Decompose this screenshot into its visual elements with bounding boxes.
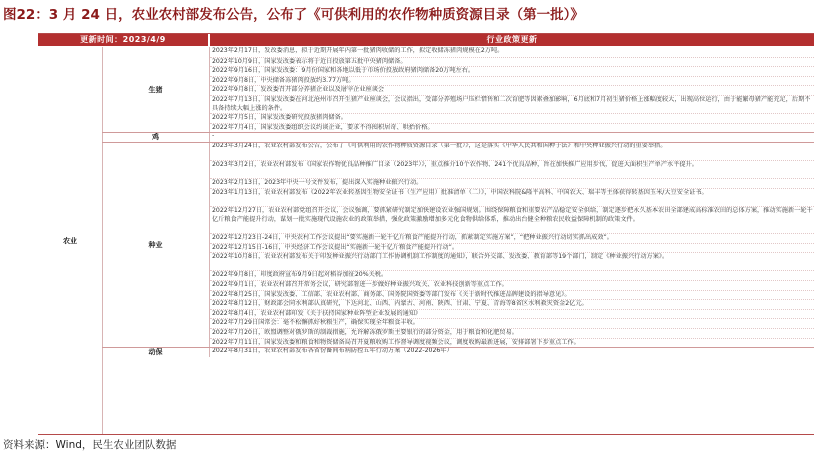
category-label: 农业 (63, 236, 77, 245)
policy-row: 2023年3月2日，农业农村部发布《国家农作物优良品种推广目录（2023年）》，重点推介10个农作物、241个优良品种，旨在加快推广应用步伐，促进大面积生产单产水平提升。 (210, 160, 814, 178)
policy-group (210, 132, 814, 142)
policy-group (210, 347, 814, 357)
policy-row: 2022年12月15日-16日，中央经济工作会议提出“实施新一轮千亿斤粮食产能提升行动”。 (210, 243, 814, 253)
policy-group (210, 142, 814, 347)
group-divider (102, 142, 814, 143)
group-divider (102, 132, 814, 133)
policy-row: 2023年2月17日，发改委消息，拟于近期开展年内第一批猪肉收储的工作，拟定收储冻猪肉规模在2万吨。 (212, 47, 504, 54)
subcategory-label: 鸡 (152, 133, 159, 142)
figure-title: 图22：3 月 24 日，农业农村部发布公告，公布了《可供利用的农作物种质资源目录（第一批）》 (3, 7, 584, 23)
policy-row: 2022年7月29日国常会：毫不松懈抓好秋粮生产，确保实现全年粮食丰收。 (210, 318, 814, 328)
policy-row: - (212, 132, 215, 140)
policy-row: 2022年10月9日，国家发改委表示将于近日投放第五批中央猪肉储备。 (210, 57, 814, 67)
subcategory-cell (102, 132, 210, 142)
header-policy-update: 行业政策更新 (486, 35, 538, 44)
subcategory-cell (102, 47, 210, 132)
subcategory-cell (102, 142, 210, 347)
policy-row: 2022年9月8日，中央储备冻猪肉投放约3.77万吨。 (210, 76, 814, 86)
policy-row: 2022年9月8日，印度政府宣布9月9日起对稻谷加征20%关税。 (210, 270, 814, 280)
group-divider (102, 347, 814, 348)
policy-row: 2023年1月13日，农业农村部发布《2022年农业转基因生物安全证书（生产应用）批准清单（二）》，中国农科院&隆平高科、中国农大、瑞丰等主体获得转基因玉米/大豆安全证书。 (210, 188, 814, 206)
subcategory-label: 生猪 (148, 85, 163, 94)
header-update-time: 更新时间：2023/4/9 (80, 35, 166, 44)
policy-row: 2022年10月8日，农业农村部发布关于印发种业振兴行动部门工作协调机制工作制度的通知》，联合外交部、发改委、教育部等19个部门，制定《种业振兴行动方案》。 (210, 252, 814, 270)
policy-row: 2022年7月13日，国家发改委在河北沧州市召开生猪产业座谈会，会议指出，受部分养殖场户压栏惜售和二次育肥等因素叠加影响，6月底和7月初生猪价格上涨幅度较大，出现高位运行，由于能繁母猪产能充足，后期不具备持续大幅上涨的条件。 (210, 95, 814, 113)
policy-table (38, 33, 814, 435)
source-note: 资料来源：Wind，民生农业团队数据 (3, 439, 177, 451)
subcategory-label: 动保 (148, 348, 163, 356)
policy-row: 2022年12月27日，农业农村部党组召开会议，会议强调，要抓紧研究制定加快建设农业强国规划。围绕保障粮食和重要农产品稳定安全供给，制定逐步把永久基本农田全部建成高标准农田的总体方案，推动实施新一轮千亿斤粮食产能提升行动，谋划一批实施现代设施农业的政策举措，强化政策激励增加多元化食物供给体系，推动出台健全种粮农民收益保障机制的政策文件。 (210, 206, 814, 233)
policy-row: 2023年2月13日，2023年中央一号文件发布，提出深入实施种业振兴行动。 (210, 178, 814, 188)
policy-row: 2022年8月12日，财政部会同水利部认真研究，下达河北、山西、内蒙古、河南、陕西、甘肃、宁夏、青海等8省区水利救灾资金2亿元。 (210, 299, 814, 309)
policy-row: 2022年8月31日，农业农村部发布各省份畜间布病防控五年行动方案（2022-2026年） (212, 347, 453, 355)
subcategory-label: 种业 (148, 240, 163, 249)
category-cell (38, 47, 103, 434)
policy-row: 2022年7月20日，欧盟调整对俄罗斯的制裁措施，允许解冻俄罗斯主要银行的部分资金，用于粮食和化肥贸易。 (210, 328, 814, 338)
policy-group (210, 47, 814, 132)
policy-row: 2022年7月5日，国家发改委研究投放猪肉储备。 (210, 113, 814, 123)
table-header (38, 34, 814, 46)
policy-row: 2022年9月1日，农业农村部召开常务会议，研究部署进一步做好种业振兴攻关、农业科技创新等重点工作。 (210, 280, 814, 290)
policy-row: 2022年8月25日，国家发改委、工信部、农业农村部、商务部、国务院国资委等部门发布《关于新时代推进品牌建设的指导意见》。 (210, 290, 814, 300)
policy-row: 2022年9月8日，发改委召开部分养猪企业以及屠宰企业座谈会 (210, 85, 814, 95)
policy-row: 2022年7月4日，国家发改委组织会议约谈企业，要求不得囤积居奇、哄抬价格。 (210, 123, 814, 133)
policy-row: 2022年7月11日，国家发改委和粮食和物资储备局召开夏粮收购工作督导调度视频会议，调度收购最新进展，安排部署下步重点工作。 (210, 338, 814, 348)
policy-row: 2023年3月24日，农业农村部发布公告，公布了《可供利用的农作物种质资源目录（第一批）》，这是落实《中华人民共和国种子法》和中央种业振兴行动的重要举措。 (212, 142, 667, 149)
policy-row: 2022年9月16日，国家发改委：9月份国家和各地以低于市场价投放政府猪肉储备20万吨左右。 (210, 66, 814, 76)
subcategory-cell (102, 347, 210, 357)
policy-row: 2022年8月4日，农业农村部印发《关于扶持国家种业阵型企业发展的通知》 (210, 309, 814, 319)
policy-row: 2022年12月23日-24日，中央农村工作会议提出“要实施新一轮千亿斤粮食产能提升行动，抓紧制定实施方案”，“把种业振兴行动切实抓出成效”。 (210, 233, 814, 243)
